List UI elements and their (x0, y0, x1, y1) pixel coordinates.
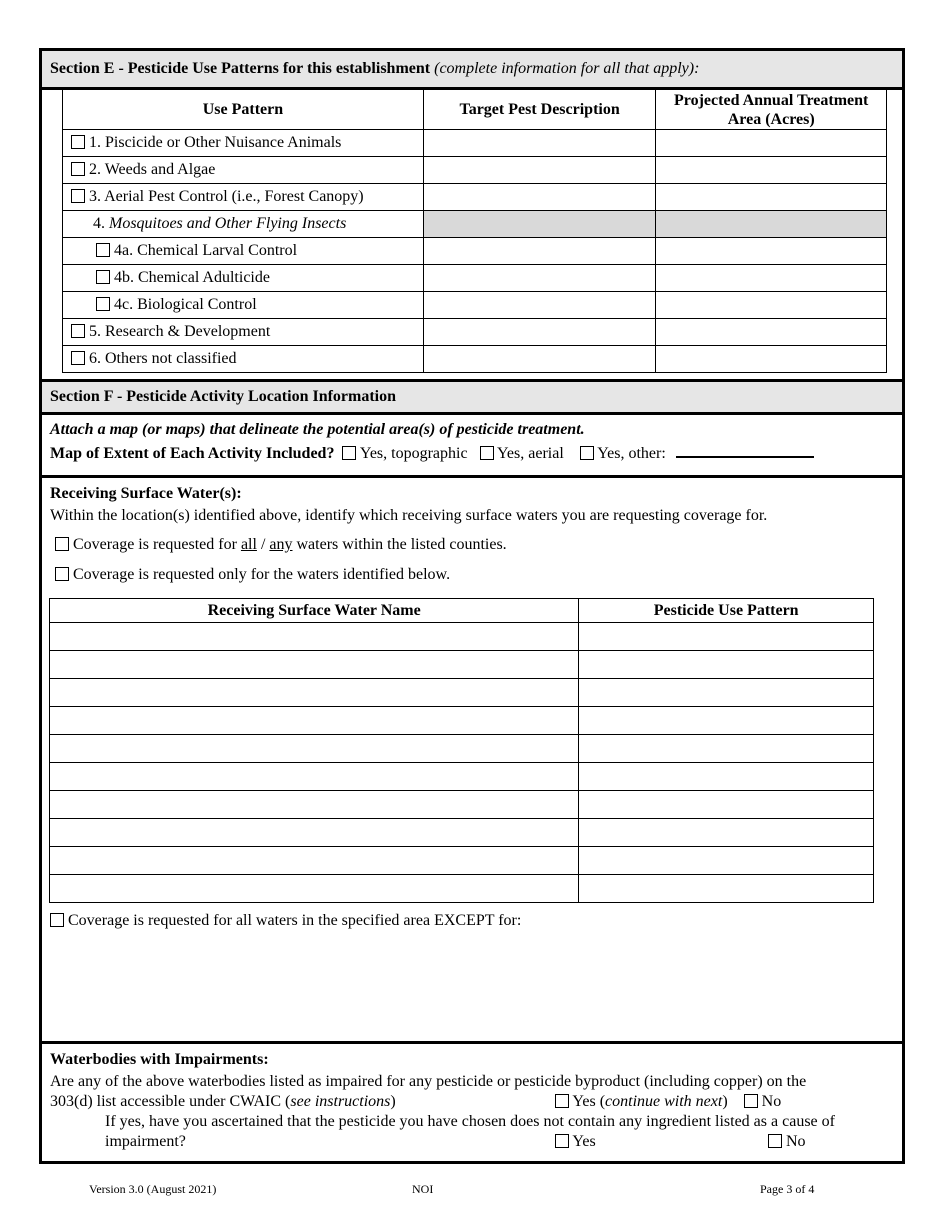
water-name-cell[interactable] (50, 679, 579, 707)
checkbox-coverage-all[interactable] (55, 537, 69, 551)
shaded-cell (656, 211, 887, 238)
yes-label: Yes (572, 1133, 596, 1150)
water-name-cell[interactable] (50, 623, 579, 651)
form-page-frame (39, 48, 905, 1164)
impairment-question-line2 (50, 1093, 396, 1111)
target-pest-cell[interactable] (423, 130, 656, 157)
target-pest-cell[interactable] (423, 319, 656, 346)
use-pattern-cell[interactable] (579, 819, 874, 847)
water-name-cell[interactable] (50, 763, 579, 791)
use-pattern-cell[interactable] (579, 651, 874, 679)
use-pattern-cell[interactable] (579, 763, 874, 791)
table-row (50, 763, 874, 791)
section-f-header (42, 382, 902, 412)
row-label: 4b. Chemical Adulticide (114, 269, 270, 286)
option-text: Coverage is requested only for the waters identified below. (73, 566, 451, 583)
table-row (63, 184, 887, 211)
footer-form: NOI (412, 1182, 434, 1196)
treatment-area-cell[interactable] (656, 184, 887, 211)
water-name-cell[interactable] (50, 791, 579, 819)
ingredient-answer-no (768, 1133, 806, 1151)
no-label: No (786, 1133, 806, 1150)
row-label: 1. Piscicide or Other Nuisance Animals (89, 134, 342, 151)
label-topographic: Yes, topographic (359, 445, 468, 462)
use-pattern-cell[interactable] (579, 735, 874, 763)
use-pattern-cell[interactable] (579, 679, 874, 707)
table-row (50, 791, 874, 819)
use-pattern-cell[interactable] (579, 623, 874, 651)
checkbox-coverage-except[interactable] (50, 913, 64, 927)
treatment-area-cell[interactable] (656, 319, 887, 346)
checkbox-aerial[interactable] (480, 446, 494, 460)
table-row (50, 819, 874, 847)
question-text: see instructions (290, 1093, 391, 1110)
section-e-subtitle: (complete information for all that apply): (434, 60, 700, 77)
water-name-cell[interactable] (50, 875, 579, 903)
no-label: No (761, 1093, 782, 1110)
table-row (63, 346, 887, 373)
checkbox-ingredient-no[interactable] (768, 1134, 782, 1148)
divider (42, 1041, 902, 1044)
label-other: Yes, other: (597, 445, 666, 462)
header-water-name: Receiving Surface Water Name (50, 599, 579, 623)
question-text: ) (390, 1093, 396, 1110)
footer-version: Version 3.0 (August 2021) (89, 1182, 217, 1196)
checkbox-research[interactable] (71, 324, 85, 338)
footer-page-number: Page 3 of 4 (760, 1182, 815, 1196)
checkbox-ingredient-yes[interactable] (555, 1134, 569, 1148)
table-row (50, 735, 874, 763)
row-label: Mosquitoes and Other Flying Insects (109, 215, 347, 232)
attach-map-note: Attach a map (or maps) that delineate the potential area(s) of pesticide treatment. (50, 421, 585, 438)
target-pest-cell[interactable] (423, 265, 656, 292)
ingredient-answer-yes (555, 1133, 596, 1151)
target-pest-cell[interactable] (423, 292, 656, 319)
option-text: / (260, 536, 266, 553)
table-row (63, 211, 887, 238)
header-use-pattern: Pesticide Use Pattern (579, 599, 874, 623)
yes-label: ) (722, 1093, 728, 1110)
yes-label: continue with next (605, 1093, 723, 1110)
receiving-instruction: Within the location(s) identified above, identify which receiving surface waters you are requesting coverage for. (50, 507, 768, 524)
coverage-except-option (50, 912, 521, 930)
treatment-area-cell[interactable] (656, 346, 887, 373)
table-row (50, 679, 874, 707)
impairments-heading: Waterbodies with Impairments: (50, 1051, 269, 1068)
option-text: waters within the listed counties. (296, 536, 507, 553)
option-text: Coverage is requested for all waters in the specified area EXCEPT for: (68, 912, 522, 929)
target-pest-cell[interactable] (423, 157, 656, 184)
header-target-pest: Target Pest Description (423, 90, 656, 130)
table-row (50, 847, 874, 875)
receiving-water-table (49, 598, 874, 903)
table-row (63, 130, 887, 157)
label-aerial: Yes, aerial (496, 445, 564, 462)
option-text: Coverage is requested for (73, 536, 237, 553)
impaired-answer (555, 1093, 781, 1111)
checkbox-adulticide[interactable] (96, 270, 110, 284)
impairment-question-line1: Are any of the above waterbodies listed as impaired for any pesticide or pesticide byproduct (including copper) on the (50, 1073, 807, 1090)
section-e-header (42, 51, 902, 87)
section-e-title: Section E - Pesticide Use Patterns for this establishment (50, 60, 431, 77)
target-pest-cell[interactable] (423, 238, 656, 265)
option-text: all (240, 536, 257, 553)
shaded-cell (423, 211, 656, 238)
question-text: 303(d) list accessible under CWAIC ( (50, 1093, 291, 1110)
checkbox-piscicide[interactable] (71, 135, 85, 149)
checkbox-others[interactable] (71, 351, 85, 365)
header-use-pattern: Use Pattern (63, 90, 424, 130)
checkbox-coverage-identified[interactable] (55, 567, 69, 581)
table-row (50, 623, 874, 651)
row-label: 2. Weeds and Algae (89, 161, 216, 178)
checkbox-biological-control[interactable] (96, 297, 110, 311)
treatment-area-cell[interactable] (656, 157, 887, 184)
receiving-heading: Receiving Surface Water(s): (50, 485, 242, 502)
row-label: 5. Research & Development (89, 323, 271, 340)
use-pattern-cell[interactable] (579, 875, 874, 903)
section-f-title: Section F - Pesticide Activity Location Information (50, 388, 397, 405)
use-pattern-cell[interactable] (579, 791, 874, 819)
checkbox-weeds[interactable] (71, 162, 85, 176)
checkbox-larval-control[interactable] (96, 243, 110, 257)
checkbox-impaired-no[interactable] (744, 1094, 758, 1108)
checkbox-topographic[interactable] (342, 446, 356, 460)
water-name-cell[interactable] (50, 735, 579, 763)
table-row (50, 707, 874, 735)
water-name-cell[interactable] (50, 819, 579, 847)
coverage-identified-option (55, 566, 450, 584)
divider (42, 475, 902, 478)
use-pattern-cell[interactable] (579, 847, 874, 875)
row-label: 4c. Biological Control (114, 296, 257, 313)
coverage-all-option (55, 536, 507, 554)
ingredient-question-line2: impairment? (105, 1133, 186, 1150)
divider (42, 412, 902, 415)
table-row (63, 319, 887, 346)
water-name-cell[interactable] (50, 847, 579, 875)
table-row (63, 265, 887, 292)
table-row (50, 875, 874, 903)
checkbox-aerial-pest[interactable] (71, 189, 85, 203)
row-label: 6. Others not classified (89, 350, 237, 367)
treatment-area-cell[interactable] (656, 265, 887, 292)
target-pest-cell[interactable] (423, 346, 656, 373)
use-pattern-cell[interactable] (579, 707, 874, 735)
treatment-area-cell[interactable] (656, 130, 887, 157)
treatment-area-cell[interactable] (656, 238, 887, 265)
checkbox-other[interactable] (580, 446, 594, 460)
map-question-row (50, 444, 814, 463)
map-question: Map of Extent of Each Activity Included? (50, 445, 335, 462)
use-pattern-table (62, 89, 887, 373)
table-row (63, 238, 887, 265)
checkbox-impaired-yes[interactable] (555, 1094, 569, 1108)
water-name-cell[interactable] (50, 707, 579, 735)
treatment-area-cell[interactable] (656, 292, 887, 319)
table-row (50, 651, 874, 679)
row-number: 4. (93, 215, 105, 232)
row-label: 3. Aerial Pest Control (i.e., Forest Canopy) (89, 188, 364, 205)
option-text: any (269, 536, 293, 553)
target-pest-cell[interactable] (423, 184, 656, 211)
water-name-cell[interactable] (50, 651, 579, 679)
header-treatment-area: Projected Annual Treatment Area (Acres) (656, 90, 887, 130)
table-row (63, 157, 887, 184)
row-label: 4a. Chemical Larval Control (114, 242, 298, 259)
yes-label: Yes ( (572, 1093, 606, 1110)
ingredient-question-line1: If yes, have you ascertained that the pesticide you have chosen does not contain any ingredient listed as a cause of (105, 1113, 835, 1130)
table-row (63, 292, 887, 319)
other-map-input[interactable] (676, 444, 814, 458)
